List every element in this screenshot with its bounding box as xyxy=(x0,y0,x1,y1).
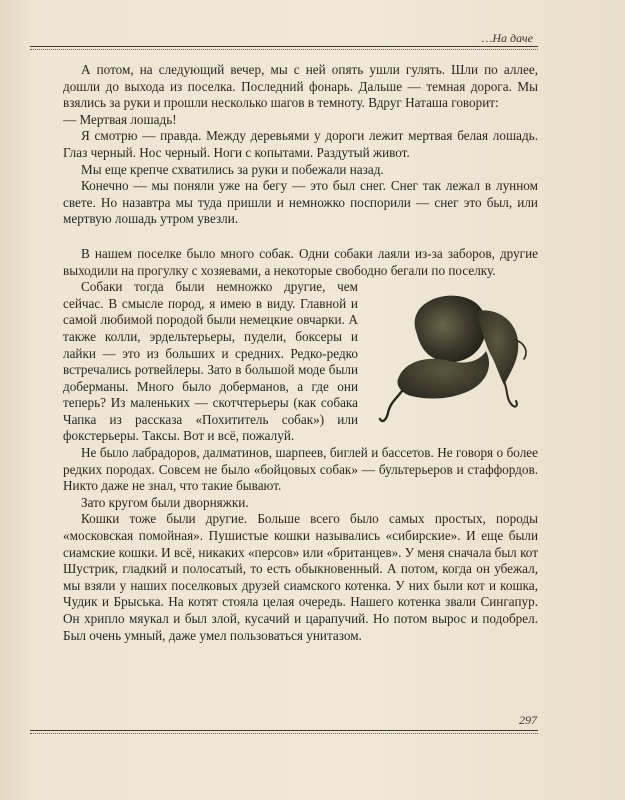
paragraph: Собаки тогда были немножко другие, чем сейчас. В смысле пород, я имею в виду. Главной и самой любимой породой были немецкие овчарки. А также колли, эрдельтерьеры, пудели, боксеры и лайки — это из больших и средних. Редко-редко встречались ротвейлеры. Зато в большой моде были доберманы. Много было доберманов, а где они теперь? Из маленьких — скотчтерьеры (как собака Чапка из рассказа «Похититель собак») или фокстерьеры. Таксы. Вот и всё, пожалуй. xyxy=(63,279,358,444)
header-rule xyxy=(30,46,538,47)
paragraph: Кошки тоже были другие. Больше всего было самых простых, породы «московская помойная». Пушистые кошки назывались «сибирские». И еще были сиамские кошки. И всё, никаких «персов» или «британцев». У меня сначала был кот Шустрик, гладкий и полосатый, то есть обыкновенный. А потом, когда он убежал, мы взяли у наших поселковых друзей сиамского котенка. У них были кот и кошка, Чудик и Брыська. На котят стояла целая очередь. Нашего котенка звали Сингапур. Он хрипло мяукал и был злой, кусачий и царапучий. Но потом вырос и подобрел. Был очень умный, даже умел пользоваться унитазом. xyxy=(63,511,538,643)
running-head: …На даче xyxy=(481,31,533,45)
paragraph-dialog: — Мертвая лошадь! xyxy=(63,111,177,127)
paragraph: Мы еще крепче схватились за руки и побежали назад. xyxy=(81,161,384,177)
body-text xyxy=(63,62,538,644)
paragraph: Конечно — мы поняли уже на бегу — это был снег. Снег так лежал в лунном свете. Но назавтра мы туда пришли и немножко поспорили — снег это был, или мертвую лошадь утром увезли. xyxy=(63,178,538,227)
paragraph: В нашем поселке было много собак. Одни собаки лаяли из-за заборов, другие выходили на прогулку с хозяевами, а некоторые свободно бегали по поселку. xyxy=(63,245,538,278)
page-number: 297 xyxy=(519,713,537,727)
footer-rule xyxy=(30,730,538,731)
paragraph: Не было лабрадоров, далматинов, шарпеев, биглей и бассетов. Не говоря о более редких породах. Совсем не было «бойцовых собак» — бультерьеров и стаффордов. Никто даже не знал, что такие бывают. xyxy=(63,445,538,494)
ink-wash-snail-illustration xyxy=(368,281,538,431)
paragraph: Зато кругом были дворняжки. xyxy=(81,494,249,510)
paragraph: А потом, на следующий вечер, мы с ней опять ушли гулять. Шли по аллее, дошли до выхода из поселка. Последний фонарь. Дальше — темная дорога. Мы взялись за руки и прошли несколько шагов в темноту. Вдруг Наташа говорит: xyxy=(63,62,538,111)
paragraph: Я смотрю — правда. Между деревьями у дороги лежит мертвая белая лошадь. Глаз черный. Нос черный. Ноги с копытами. Раздутый живот. xyxy=(63,128,538,160)
